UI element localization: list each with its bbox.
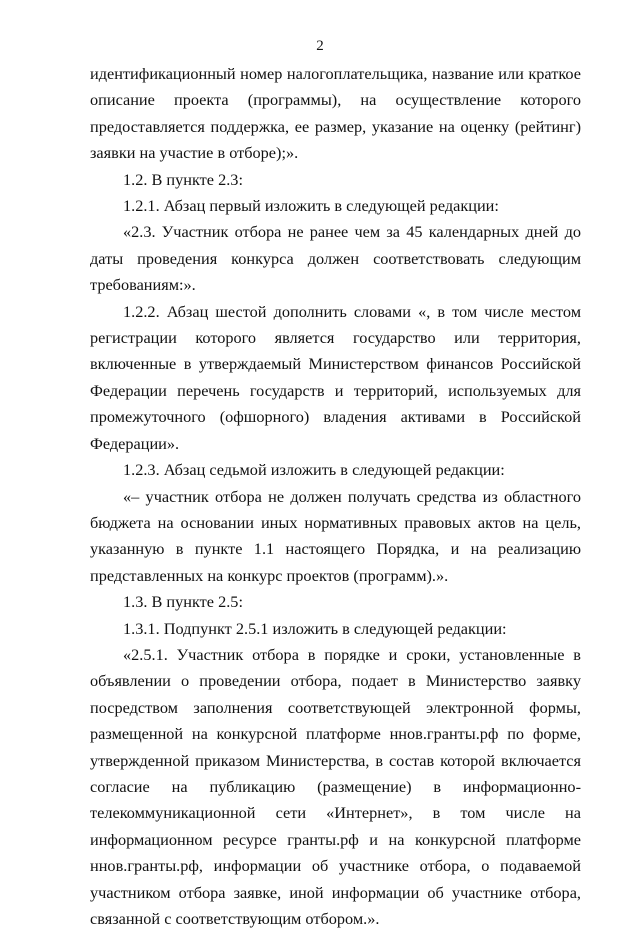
paragraph-1-2-3: 1.2.3. Абзац седьмой изложить в следующей редакции: <box>123 460 505 480</box>
page-number: 2 <box>316 38 324 54</box>
paragraph-1-3-1: 1.3.1. Подпункт 2.5.1 изложить в следующей редакции: <box>123 618 507 638</box>
paragraph-1-3-heading: 1.3. В пункте 2.5: <box>123 592 243 612</box>
paragraph-1-2-heading: 1.2. В пункте 2.3: <box>123 169 243 189</box>
paragraph-1-2-1: 1.2.1. Абзац первый изложить в следующей редакции: <box>123 196 499 216</box>
paragraph-2-5-1-quote: «2.5.1. Участник отбора в порядке и сроки, установленные в объявлении о проведении отбора, подает в Министерство заявку посредством заполнения соответствующей электронной формы, размещенной на конкурсной платформе ннов.гранты.рф по форме, утвержденной приказом Министерства, в состав которой включается согласие на публикацию (размещение) в информационно-телекоммуникационной сети «Интернет», в том числе на информационном ресурсе гранты.рф и на конкурсной платформе ннов.гранты.рф, информации об участнике отбора, о подаваемой участником отбора заявке, иной информации об участнике отбора, связанной с соответствующим отбором.». <box>90 644 581 928</box>
document-body <box>90 61 581 932</box>
paragraph-1-2-2: 1.2.2. Абзац шестой дополнить словами «, в том числе местом регистрации которого является государство или территория, включенные в утверждаемый Министерством финансов Российской Федерации перечень государств и территорий, используемых для промежуточного (офшорного) владения активами в Российской Федерации». <box>90 301 581 453</box>
paragraph-seventh-quote: «– участник отбора не должен получать средства из областного бюджета на основании иных нормативных правовых актов на цель, указанную в пункте 1.1 настоящего Порядка, и на реализацию представленных на конкурс проектов (программ).». <box>90 486 581 585</box>
paragraph-2-3-quote: «2.3. Участник отбора не ранее чем за 45 календарных дней до даты проведения конкурса должен соответствовать следующим требованиям:». <box>90 222 581 295</box>
paragraph-1-tail: идентификационный номер налогоплательщика, название или краткое описание проекта (программы), на осуществление которого предоставляется поддержка, ее размер, указание на оценку (рейтинг) заявки на участие в отборе);». <box>90 64 581 163</box>
